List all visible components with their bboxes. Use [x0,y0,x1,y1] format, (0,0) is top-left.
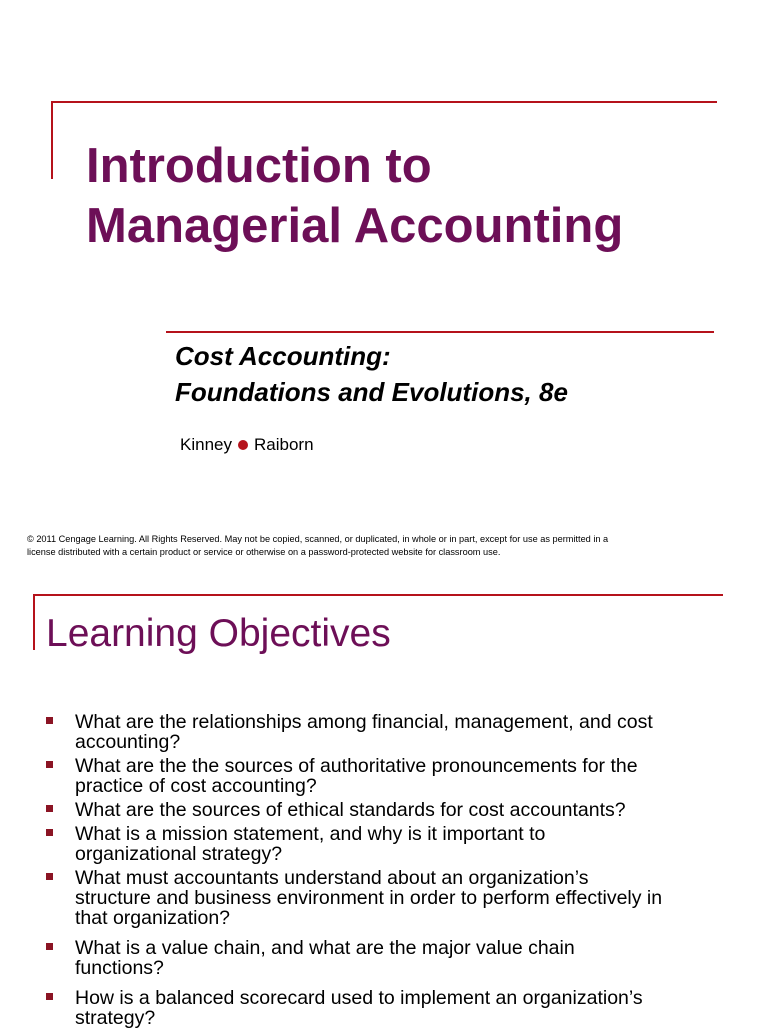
objective-text: What is a value chain, and what are the major value chain [75,937,575,959]
objective-text: structure and business environment in order to perform effectively in [75,887,663,909]
list-item [46,868,736,928]
copyright-line2: license distributed with a certain product or service or otherwise on a password-protected website for classroom use. [27,547,501,557]
square-bullet-icon [46,993,53,1000]
list-item [46,824,736,864]
objectives-top-rule [33,594,723,596]
subtitle-rule [166,331,714,333]
objective-text: What must accountants understand about an organization’s [75,867,589,889]
objective-text: accounting? [75,731,181,753]
book-subtitle-line2: Foundations and Evolutions, 8e [175,377,568,407]
slide-title-line1: Introduction to [86,139,432,193]
slide-title [86,136,623,256]
bullet-dot-icon [238,440,248,450]
title-top-rule [51,101,717,103]
objective-text: What is a mission statement, and why is it important to [75,823,546,845]
objective-text: What are the sources of ethical standards for cost accountants? [75,799,626,821]
title-side-rule [51,101,53,179]
objective-text: What are the relationships among financial, management, and cost [75,711,653,733]
square-bullet-icon [46,829,53,836]
slide-title-line2: Managerial Accounting [86,199,624,253]
copyright-notice [27,533,727,559]
list-item [46,938,736,978]
list-item [46,800,736,820]
list-item [46,756,736,796]
objective-text: functions? [75,957,164,979]
square-bullet-icon [46,761,53,768]
square-bullet-icon [46,873,53,880]
author-kinney: Kinney [180,435,232,454]
objectives-list [46,712,736,1032]
objective-text: What are the the sources of authoritative pronouncements for the [75,755,638,777]
copyright-line1: © 2011 Cengage Learning. All Rights Reserved. May not be copied, scanned, or duplicated, in whole or in part, except for use as permitted in a [27,534,609,544]
objective-text: organizational strategy? [75,843,283,865]
square-bullet-icon [46,943,53,950]
book-subtitle [175,338,568,410]
objective-text: How is a balanced scorecard used to implement an organization’s [75,987,643,1009]
list-item [46,712,736,752]
authors [180,434,314,456]
square-bullet-icon [46,805,53,812]
author-raiborn: Raiborn [253,435,314,454]
objective-text: that organization? [75,907,231,929]
learning-objectives-slide [0,580,768,1029]
objective-text: practice of cost accounting? [75,775,317,797]
objective-text: strategy? [75,1007,156,1029]
objectives-title: Learning Objectives [46,612,391,655]
list-item [46,988,736,1028]
square-bullet-icon [46,717,53,724]
objectives-side-rule [33,594,35,650]
book-subtitle-line1: Cost Accounting: [175,341,391,371]
